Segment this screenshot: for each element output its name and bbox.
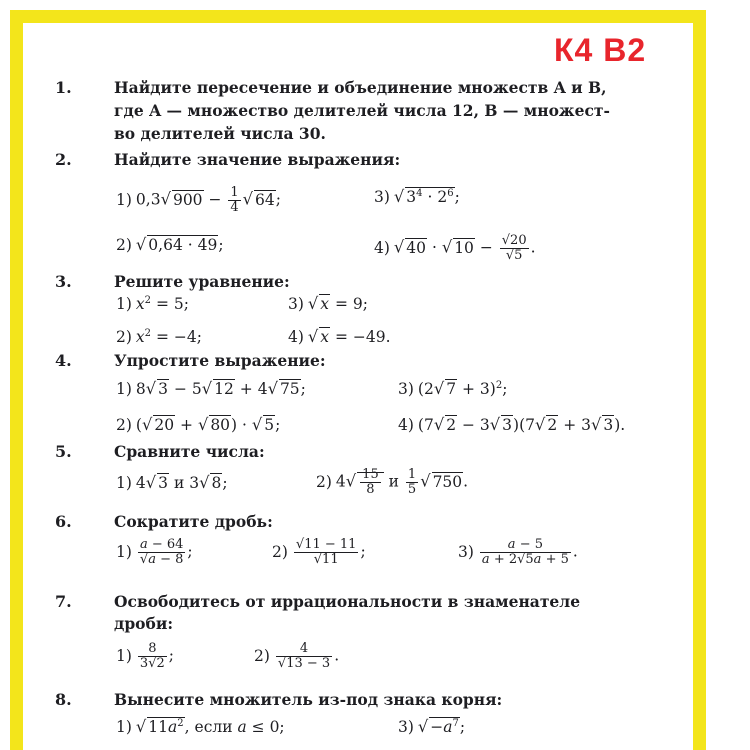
problem-number: 3.	[55, 272, 72, 291]
expression-item: 3) √ $3^4 \cdot 2^6$;	[374, 187, 460, 206]
problem-text-line: дроби:	[114, 614, 174, 633]
problem-title: Вынесите множитель из-под знака корня:	[114, 690, 503, 709]
problem-text-line: Найдите пересечение и объединение множеств A и B,	[114, 78, 607, 97]
expression-item: 3) (2√ 7 + 3)$^2$;	[398, 379, 508, 398]
problem-text-line: во делителей числа 30.	[114, 124, 326, 143]
equation-item: 2) $x^2 = -4$;	[116, 327, 202, 346]
problem-text-line: где A — множество делителей числа 12, B — множест-	[114, 101, 610, 120]
expression-item: 4) (7√ 2 − 3√ 3)(7√ 2 + 3√ 3).	[398, 415, 626, 434]
variant-label: К4 В2	[554, 32, 647, 68]
fraction-item: 1) $\frac{8}{3√2}$ ;	[116, 641, 174, 671]
fraction-item: 3) $\frac{a - 5}{a + 2√5a + 5}$ .	[458, 537, 578, 567]
problem-number: 5.	[55, 442, 72, 461]
problem-number: 4.	[55, 351, 72, 370]
problem-title: Упростите выражение:	[114, 351, 326, 370]
problem-number: 6.	[55, 512, 72, 531]
problem-number: 2.	[55, 150, 72, 169]
equation-item: 4) √ x = −49.	[288, 327, 391, 346]
expression-item: 2) (√ 20 + √ 80) · √ 5;	[116, 415, 281, 434]
problem-title: Найдите значение выражения:	[114, 150, 401, 169]
problem-title: Решите уравнение:	[114, 272, 290, 291]
problem-title: Сократите дробь:	[114, 512, 273, 531]
problem-number: 8.	[55, 690, 72, 709]
equation-item: 3) √ x = 9;	[288, 294, 368, 313]
expression-item: 2) √ 0,64 · 49;	[116, 235, 224, 254]
problem-number: 1.	[55, 78, 72, 97]
expression-item: 1) √ $11a^2$, если a ≤ 0;	[116, 717, 285, 736]
problem-text-line: Освободитесь от иррациональности в знаменателе	[114, 592, 581, 611]
expression-item: 4) √ 40 · √ 10 − $\frac{√20}{√5}$ .	[374, 233, 536, 263]
problem-number: 7.	[55, 592, 72, 611]
comparison-item: 1) 4√ 3 и 3√ 8;	[116, 473, 228, 492]
fraction-item: 1) $\frac{a - 64}{√a - 8}$ ;	[116, 537, 193, 567]
fraction-item: 2) $\frac{√11 - 11}{√11}$ ;	[272, 537, 366, 567]
expression-item: 3) √ $-a^7$;	[398, 717, 466, 736]
equation-item: 1) $x^2 = 5$;	[116, 294, 189, 313]
expression-item: 1) 8√ 3 − 5√ 12 + 4√ 75;	[116, 379, 306, 398]
expression-item: 1) 0,3√ 900 − $\frac{1}{4}$ √ 64;	[116, 185, 282, 215]
problem-title: Сравните числа:	[114, 442, 265, 461]
comparison-item: 2) 4√ $\frac{15}{8}$ и $\frac{1}{5}$ √ 750.	[316, 467, 469, 497]
fraction-item: 2) $\frac{4}{√13 - 3}$ .	[254, 641, 340, 671]
